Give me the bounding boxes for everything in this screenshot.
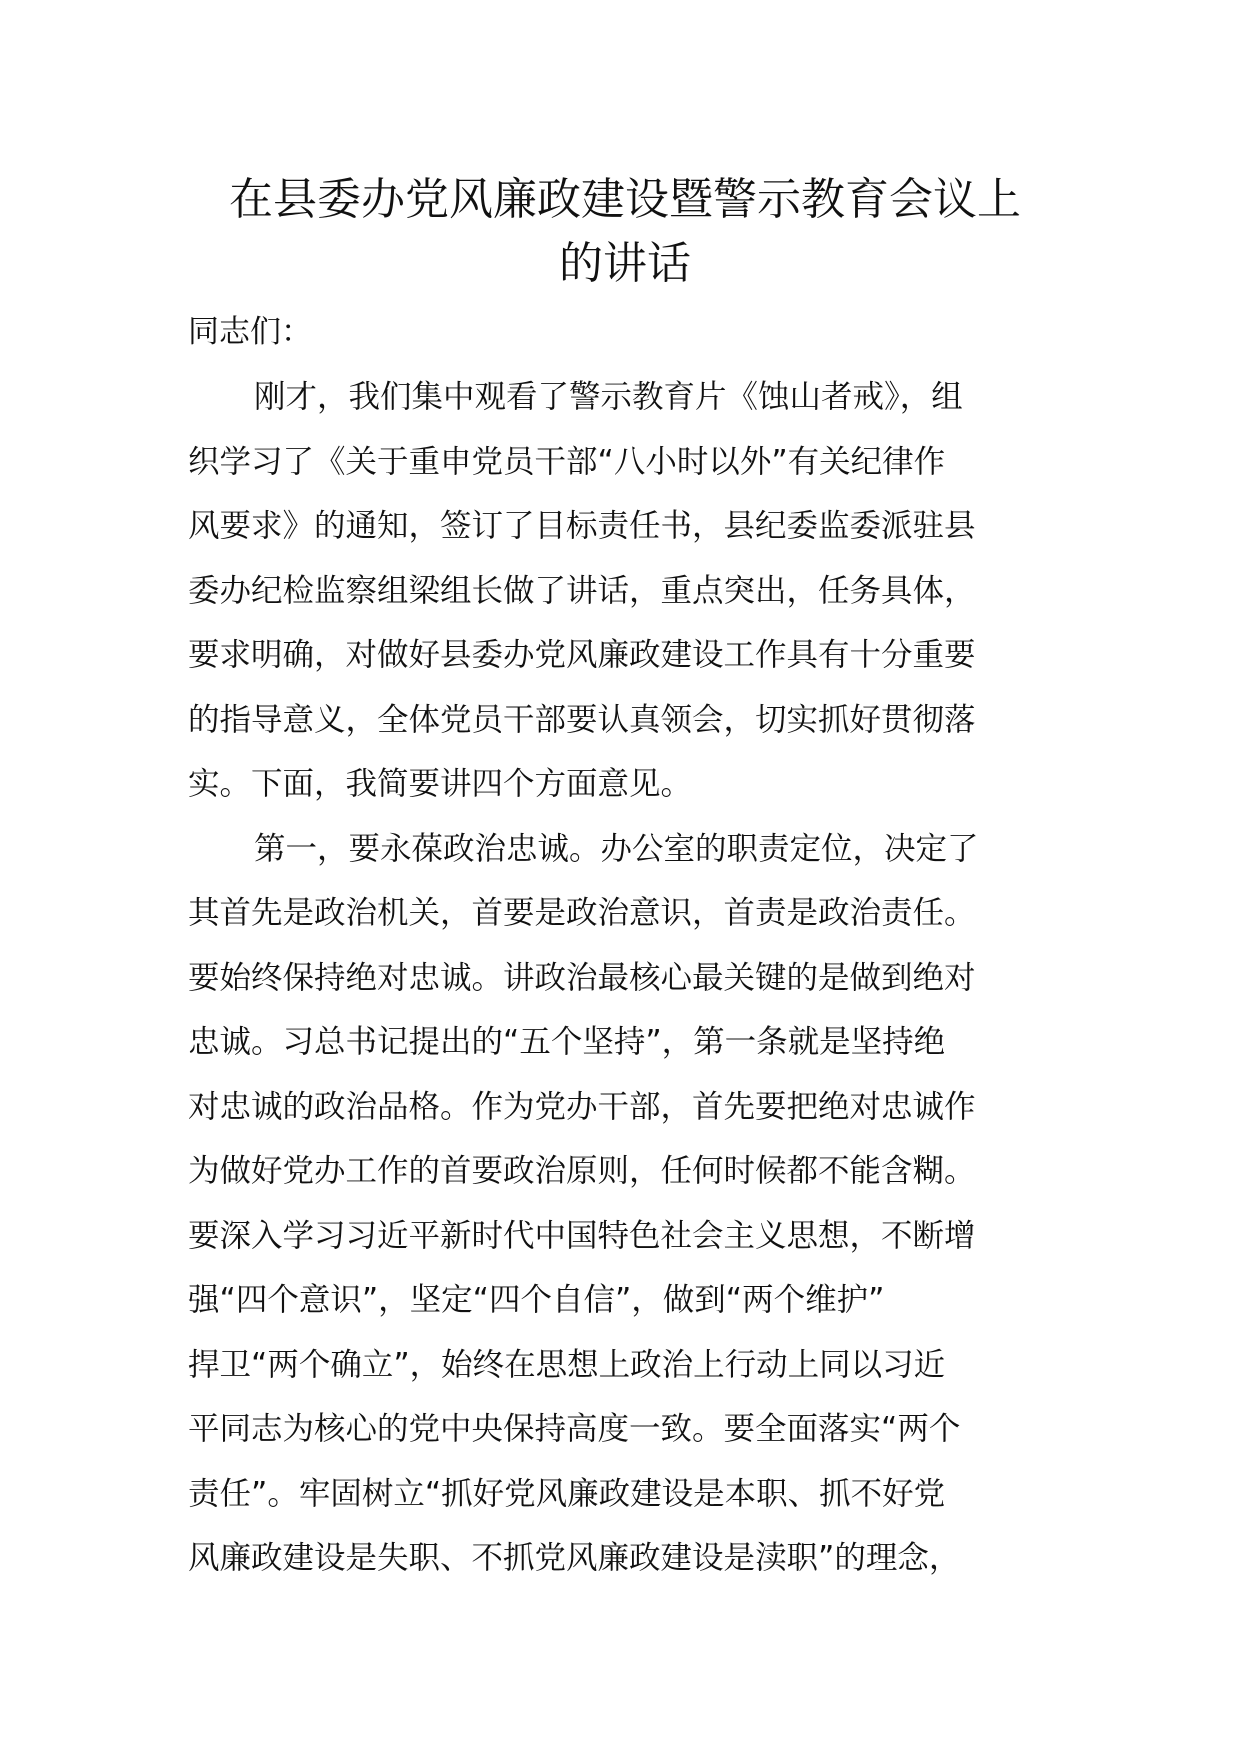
text-line: 织学习了《关于重申党员干部“八小时以外”有关纪律作 [188, 443, 946, 480]
text-line: 对忠诚的政治品格。作为党办干部，首先要把绝对忠诚作 [188, 1088, 976, 1125]
body-text [188, 365, 1068, 1591]
text-line: 风廉政建设是失职、不抓党风廉政建设是渎职”的理念， [188, 1540, 961, 1576]
text-line: 要求明确，对做好县委办党风廉政建设工作具有十分重要 [188, 637, 976, 673]
text-line: 第一，要永葆政治忠诚。办公室的职责定位，决定了 [254, 830, 979, 867]
title-line: 在县委办党风廉政建设暨警示教育会议上 [229, 174, 1021, 225]
text-line: 刚才，我们集中观看了警示教育片《蚀山者戒》，组 [254, 379, 963, 415]
text-line: 捍卫“两个确立”，始终在思想上政治上行动上同以习近 [188, 1346, 946, 1383]
text-line: 实。下面，我简要讲四个方面意见。 [188, 766, 693, 802]
salutation: 同志们： [188, 314, 312, 350]
text-line: 委办纪检监察组梁组长做了讲话，重点突出，任务具体， [188, 572, 976, 609]
title-line: 的讲话 [559, 238, 691, 289]
text-line: 要始终保持绝对忠诚。讲政治最核心最关键的是做到绝对 [188, 959, 976, 996]
text-line: 的指导意义，全体党员干部要认真领会，切实抓好贯彻落 [188, 701, 976, 738]
text-line: 强“四个意识”，坚定“四个自信”，做到“两个维护” [188, 1282, 885, 1318]
text-line: 平同志为核心的党中央保持高度一致。要全面落实“两个 [188, 1411, 961, 1447]
text-line: 其首先是政治机关，首要是政治意识，首责是政治责任。 [188, 895, 976, 931]
text-line: 要深入学习习近平新时代中国特色社会主义思想，不断增 [188, 1217, 976, 1254]
text-line: 风要求》的通知，签订了目标责任书，县纪委监委派驻县 [188, 508, 976, 544]
text-line: 责任”。牢固树立“抓好党风廉政建设是本职、抓不好党 [188, 1475, 946, 1512]
document-title [190, 168, 1060, 296]
text-line: 为做好党办工作的首要政治原则，任何时候都不能含糊。 [188, 1153, 976, 1189]
text-line: 忠诚。习总书记提出的“五个坚持”，第一条就是坚持绝 [188, 1024, 946, 1060]
